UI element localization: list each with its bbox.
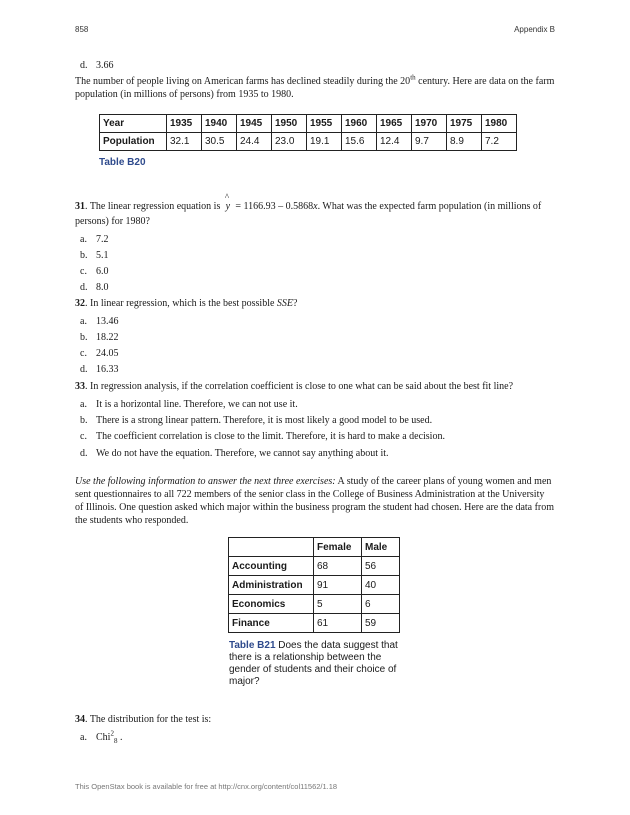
table-row (100, 133, 517, 151)
question-31-option-c: c. 6.0 (80, 266, 109, 277)
year-cell: 1960 (342, 115, 377, 133)
row-label-cell: Population (100, 133, 167, 151)
option-label: d. (80, 60, 88, 71)
column-header-male: Male (362, 538, 400, 557)
table-row (229, 557, 400, 576)
table-row (100, 115, 517, 133)
year-cell: 1980 (482, 115, 517, 133)
year-cell: 1950 (272, 115, 307, 133)
value-cell: 8.9 (447, 133, 482, 151)
question-number: 32 (75, 298, 85, 309)
question-32-option-b: b. 18.22 (80, 332, 119, 343)
year-cell: 1945 (237, 115, 272, 133)
question-31-option-a: a. 7.2 (80, 234, 109, 245)
table-row (229, 538, 400, 557)
value-cell: 15.6 (342, 133, 377, 151)
table-b21 (228, 537, 400, 633)
table-row (229, 595, 400, 614)
female-count-cell: 91 (314, 576, 362, 595)
question-number: 31 (75, 201, 85, 212)
year-cell: 1940 (202, 115, 237, 133)
farm-intro-paragraph: The number of people living on American farms has declined steadily during the 20th century. Here are data on the farm population (in millions of persons) from 1935 to 1980. (75, 73, 555, 100)
question-31-option-d: d. 8.0 (80, 282, 109, 293)
female-count-cell: 61 (314, 614, 362, 633)
question-33-option-c: c. The coefficient correlation is close to the limit. Therefore, it is hard to make a decision. (80, 431, 445, 442)
question-number: 34 (75, 714, 85, 725)
male-count-cell: 40 (362, 576, 400, 595)
value-cell: 32.1 (167, 133, 202, 151)
year-cell: 1970 (412, 115, 447, 133)
year-cell: 1935 (167, 115, 202, 133)
table-b21-caption: Table B21 Does the data suggest that there is a relationship between the gender of students and their choice of major? (229, 640, 398, 687)
major-cell: Finance (229, 614, 314, 633)
table-row (229, 576, 400, 595)
question-33: 33. In regression analysis, if the correlation coefficient is close to one what can be said about the best fit line? (75, 381, 514, 392)
question-33-option-d: d. We do not have the equation. Therefore, we cannot say anything about it. (80, 448, 389, 459)
major-cell: Administration (229, 576, 314, 595)
question-33-option-b: b. There is a strong linear pattern. Therefore, it is most likely a good model to be used. (80, 415, 433, 426)
column-header-female: Female (314, 538, 362, 557)
female-count-cell: 5 (314, 595, 362, 614)
value-cell: 23.0 (272, 133, 307, 151)
question-32: 32. In linear regression, which is the best possible SSE? (75, 298, 298, 309)
information-paragraph: Use the following information to answer the next three exercises: A study of the career plans of young women and men sent questionnaires to all 722 members of the senior class in the College of Business Administration at the University of Illinois. One question asked which major within the business program the student had chosen. Here are the data from the students who responded. (75, 476, 555, 526)
female-count-cell: 68 (314, 557, 362, 576)
value-cell: 12.4 (377, 133, 412, 151)
question-31-option-b: b. 5.1 (80, 250, 109, 261)
table-b20 (99, 114, 517, 151)
question-34: 34. The distribution for the test is: (75, 714, 212, 725)
year-cell: 1965 (377, 115, 412, 133)
empty-header-cell (229, 538, 314, 557)
table-row (229, 614, 400, 633)
question-32-option-d: d. 16.33 (80, 364, 119, 375)
section-title: Appendix B (514, 25, 555, 34)
question-number: 33 (75, 381, 85, 392)
page-number: 858 (75, 25, 89, 34)
year-cell: 1975 (447, 115, 482, 133)
question-32-option-a: a. 13.46 (80, 316, 119, 327)
table-header-cell: Year (100, 115, 167, 133)
ordinal-superscript: th (410, 73, 416, 82)
male-count-cell: 56 (362, 557, 400, 576)
male-count-cell: 59 (362, 614, 400, 633)
previous-option-d (80, 59, 114, 72)
table-b20-caption: Table B20 (99, 157, 146, 168)
question-34-option-a: a. Chi$^2_8$ . (80, 729, 123, 745)
value-cell: 24.4 (237, 133, 272, 151)
y-hat-symbol: ^ y (224, 192, 231, 212)
footer-note: This OpenStax book is available for free at http://cnx.org/content/col11562/1.18 (75, 782, 338, 791)
question-32-option-c: c. 24.05 (80, 348, 119, 359)
value-cell: 9.7 (412, 133, 447, 151)
question-33-option-a: a. It is a horizontal line. Therefore, we can not use it. (80, 399, 298, 410)
year-cell: 1955 (307, 115, 342, 133)
value-cell: 30.5 (202, 133, 237, 151)
value-cell: 19.1 (307, 133, 342, 151)
option-text: 3.66 (96, 60, 114, 71)
question-31: 31. The linear regression equation is ^ y = 1166.93 – 0.5868x. What was the expected farm population (in millions of persons) for 1980? (75, 192, 542, 227)
major-cell: Economics (229, 595, 314, 614)
male-count-cell: 6 (362, 595, 400, 614)
value-cell: 7.2 (482, 133, 517, 151)
major-cell: Accounting (229, 557, 314, 576)
